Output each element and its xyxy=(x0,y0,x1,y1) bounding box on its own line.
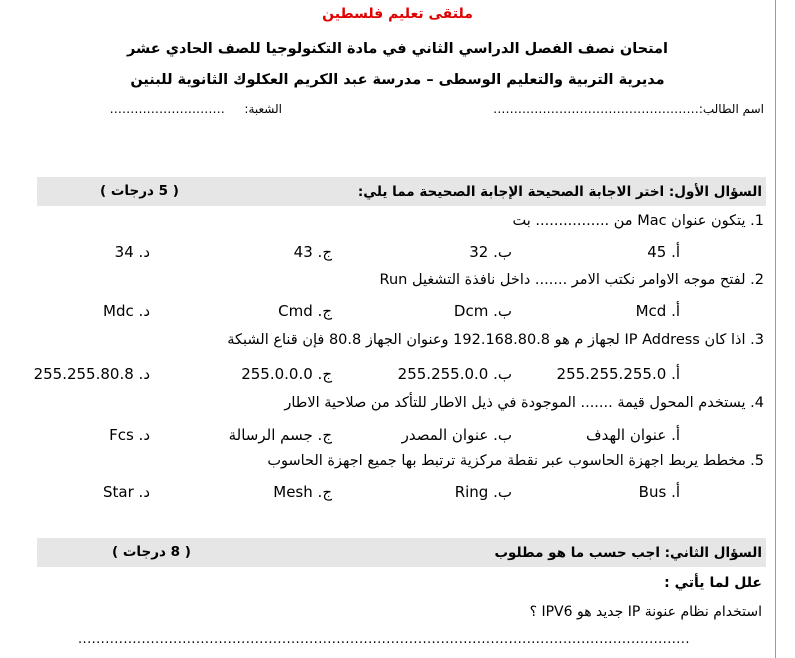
q1-4-option-d xyxy=(109,426,150,444)
question1-item-4 xyxy=(284,395,764,411)
q1-2-option-c xyxy=(278,302,332,320)
option-label: ب. xyxy=(493,243,512,261)
option-label: ب. xyxy=(493,426,512,444)
option-label: د. xyxy=(138,243,150,261)
item-text: اذا كان IP Address لجهاز م هو 192.168.80.8 وعنوان الجهاز 80.8 فإن قناع الشبكة xyxy=(227,332,746,348)
option-label: د. xyxy=(138,483,150,501)
exam-title: امتحان نصف الفصل الدراسي الثاني في مادة التكنولوجيا للصف الحادي عشر xyxy=(127,41,668,57)
option-label: ج. xyxy=(317,243,332,261)
item-number: 2. xyxy=(750,272,764,288)
option-label: أ. xyxy=(671,243,680,261)
option-label: ب. xyxy=(493,365,512,383)
option-value: Cmd xyxy=(278,302,313,320)
q1-3-option-c xyxy=(241,365,332,383)
option-label: د. xyxy=(138,426,150,444)
option-value: جسم الرسالة xyxy=(228,426,313,444)
option-label: أ. xyxy=(671,426,680,444)
section-field: ............................ xyxy=(109,102,225,116)
option-value: 255.255.80.8 xyxy=(33,365,134,383)
school-title: مديرية التربية والتعليم الوسطى – مدرسة عبد الكريم العكلوك الثانوية للبنين xyxy=(130,72,665,88)
q1-2-option-d xyxy=(103,302,150,320)
item-text: يستخدم المحول قيمة ....... الموجودة في ذيل الاطار للتأكد من صلاحية الاطار xyxy=(284,395,746,411)
q1-4-option-c xyxy=(229,426,332,444)
option-label: ج. xyxy=(317,483,332,501)
option-label: ب. xyxy=(493,302,512,320)
q1-1-option-a xyxy=(647,243,680,261)
q1-4-option-b xyxy=(402,426,512,444)
q1-5-option-c xyxy=(273,483,332,501)
option-label: ب. xyxy=(493,483,512,501)
q1-2-option-a xyxy=(636,302,680,320)
q1-5-option-b xyxy=(455,483,512,501)
page-border-line xyxy=(775,0,776,658)
option-value: عنوان المصدر xyxy=(401,426,489,444)
q1-3-option-b xyxy=(398,365,512,383)
question1-item-5 xyxy=(267,453,764,469)
option-value: عنوان الهدف xyxy=(586,426,667,444)
item-text: مخطط يربط اجهزة الحاسوب عبر نقطة مركزية ترتبط بها جميع اجهزة الحاسوب xyxy=(267,453,746,469)
question1-item-3 xyxy=(227,332,764,348)
q1-5-option-a xyxy=(639,483,680,501)
q1-3-option-d xyxy=(34,365,150,383)
option-value: 255.0.0.0 xyxy=(241,365,313,383)
option-label: ج. xyxy=(317,365,332,383)
option-value: 255.255.0.0 xyxy=(397,365,489,383)
q1-1-option-b xyxy=(469,243,512,261)
forum-title: ملتقى تعليم فلسطين xyxy=(322,6,473,22)
option-label: أ. xyxy=(671,365,680,383)
option-value: Star xyxy=(103,483,134,501)
q1-4-option-a xyxy=(586,426,680,444)
q1-2-option-b xyxy=(454,302,512,320)
option-label: ج. xyxy=(317,426,332,444)
item-number: 3. xyxy=(750,332,764,348)
option-label: أ. xyxy=(671,302,680,320)
student-name-label: اسم الطالب: xyxy=(698,102,764,116)
student-name-field: .................................................. xyxy=(493,102,699,116)
option-value: 45 xyxy=(647,243,667,261)
item-number: 5. xyxy=(750,453,764,469)
question1-title: السؤال الأول: اختر الاجابة الصحيحة الإجابة الصحيحة مما يلي: xyxy=(357,184,762,200)
item-text: يتكون عنوان Mac من ................ بت xyxy=(512,213,746,229)
question2-title: السؤال الثاني: اجب حسب ما هو مطلوب xyxy=(494,545,762,561)
q1-5-option-d xyxy=(103,483,150,501)
section-label: الشعبة: xyxy=(244,102,282,116)
option-value: 43 xyxy=(293,243,313,261)
question1-item-2 xyxy=(380,272,764,288)
option-value: 255.255.255.0 xyxy=(556,365,667,383)
q1-1-option-d xyxy=(115,243,150,261)
option-label: ج. xyxy=(317,302,332,320)
option-label: أ. xyxy=(671,483,680,501)
option-value: Mesh xyxy=(273,483,313,501)
question1-item-1 xyxy=(513,213,764,229)
option-value: Mdc xyxy=(103,302,134,320)
option-value: 32 xyxy=(469,243,489,261)
option-value: Dcm xyxy=(453,302,489,320)
option-label: د. xyxy=(138,302,150,320)
answer-line: ....................................................................................................................................... xyxy=(78,632,690,647)
q1-1-option-c xyxy=(294,243,332,261)
question2-marks: ( 8 درجات ) xyxy=(112,544,191,560)
option-value: Bus xyxy=(638,483,667,501)
item-text: لفتح موجه الاوامر نكتب الامر ....... داخل نافذة التشغيل Run xyxy=(379,272,746,288)
item-number: 4. xyxy=(750,395,764,411)
q1-3-option-a xyxy=(557,365,680,383)
option-value: 34 xyxy=(114,243,134,261)
option-label: د. xyxy=(138,365,150,383)
question2-question: استخدام نظام عنونة IP جديد هو IPV6 ؟ xyxy=(529,604,762,620)
option-value: Ring xyxy=(454,483,489,501)
option-value: Fcs xyxy=(109,426,134,444)
question1-marks: ( 5 درجات ) xyxy=(100,183,179,199)
question2-subtitle: علل لما يأتي : xyxy=(664,575,762,591)
option-value: Mcd xyxy=(635,302,667,320)
item-number: 1. xyxy=(750,213,764,229)
